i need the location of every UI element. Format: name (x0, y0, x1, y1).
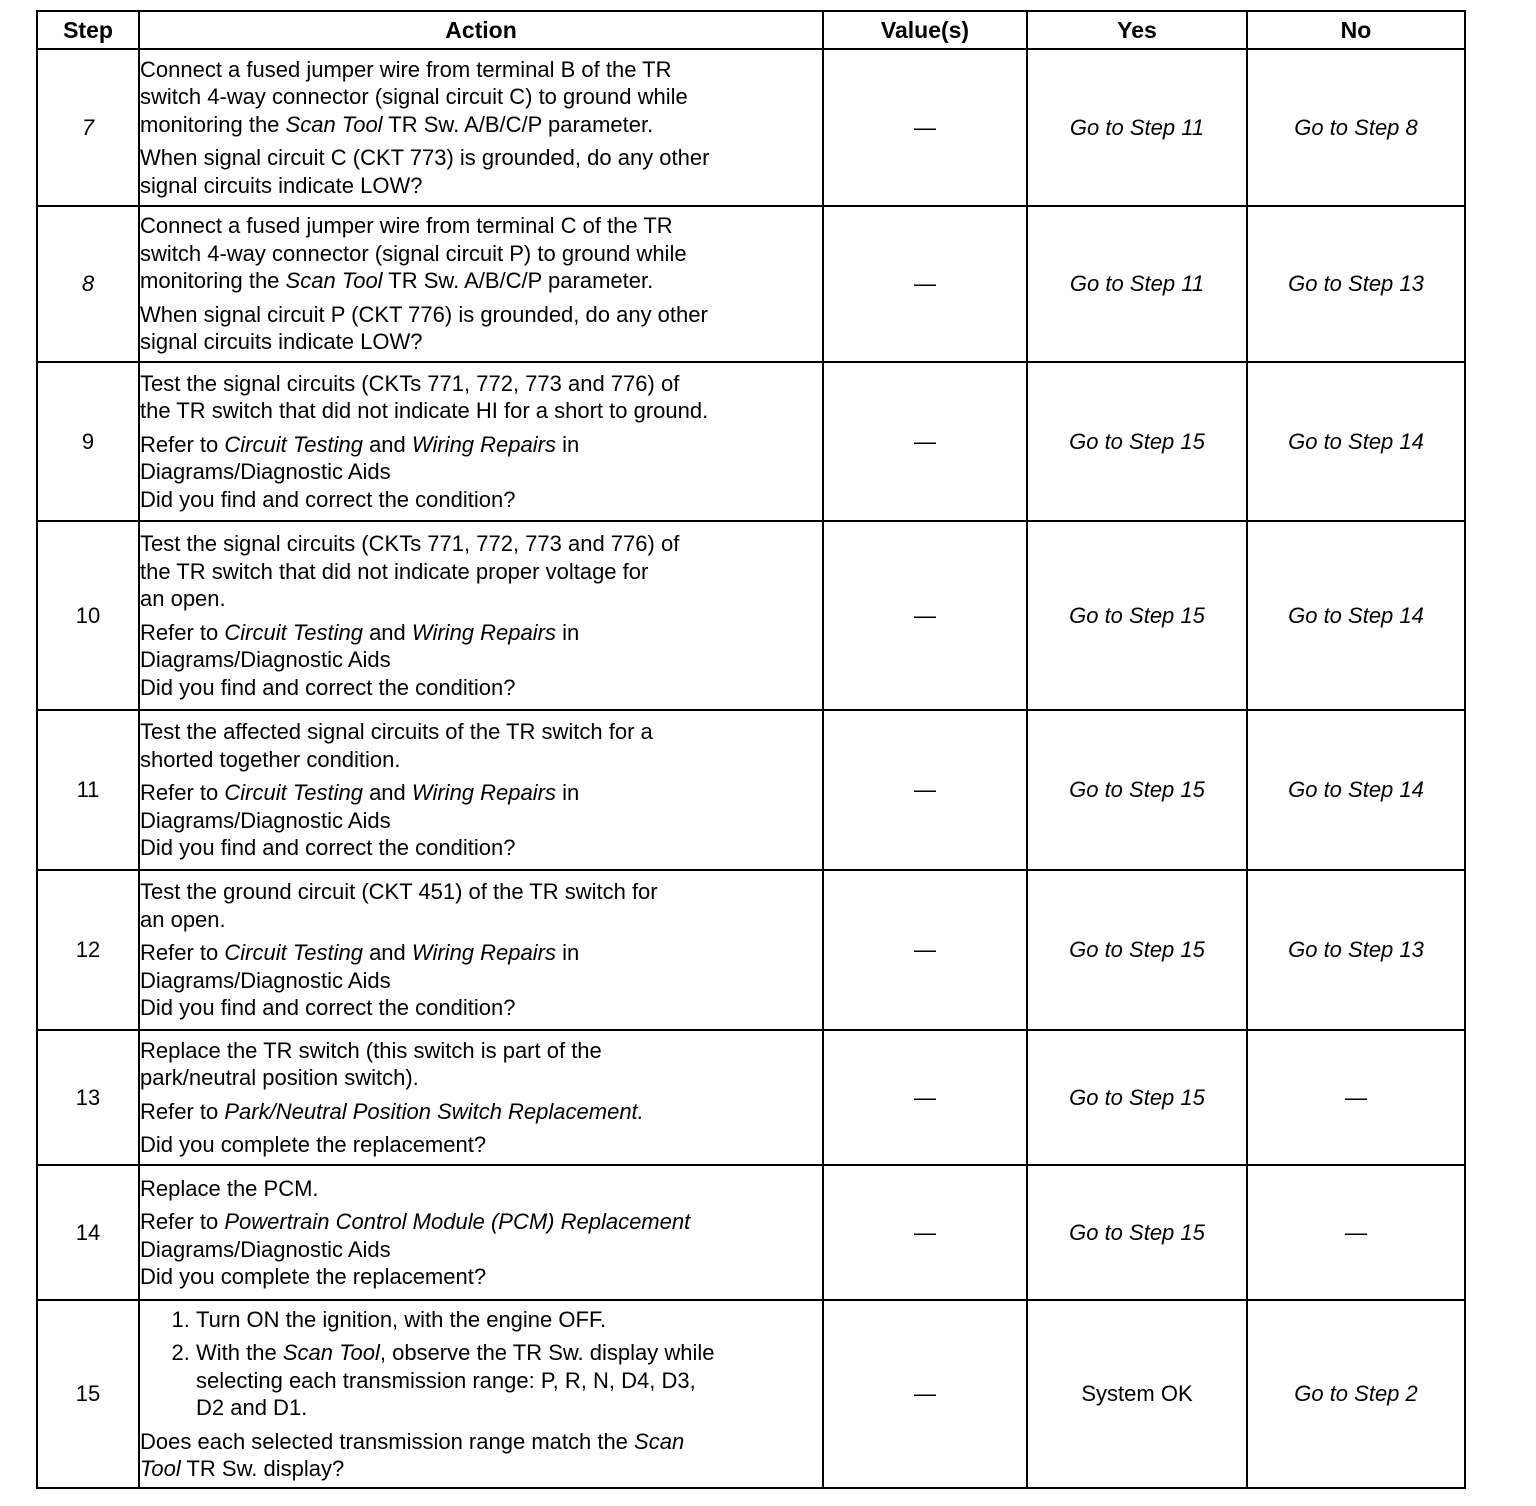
table-row (37, 1300, 1465, 1488)
action-text: monitoring the (140, 111, 286, 137)
action-line: Did you complete the replacement? (140, 1264, 487, 1289)
action-cell (139, 870, 823, 1030)
action-line: Did you find and correct the condition? (140, 995, 516, 1021)
action-emphasis: Wiring Repairs (411, 431, 556, 457)
action-text: in (555, 431, 580, 457)
action-emphasis: Circuit Testing (224, 780, 363, 806)
value-cell: — (823, 362, 1027, 521)
action-line: Test the ground circuit (CKT 451) of the TR switch for (140, 879, 658, 905)
action-cell (139, 362, 823, 521)
action-line: Diagrams/Diagnostic Aids (140, 967, 391, 993)
action-line: the TR switch that did not indicate proper voltage for (140, 558, 649, 584)
action-line: Diagrams/Diagnostic Aids (140, 1236, 391, 1262)
action-line: Did you find and correct the condition? (140, 486, 516, 512)
action-line: Replace the TR switch (this switch is part of the (140, 1037, 602, 1063)
action-emphasis: Wiring Repairs (411, 940, 556, 966)
table-row (37, 870, 1465, 1030)
action-line: Replace the PCM. (140, 1175, 319, 1201)
action-text: , observe the TR Sw. display while (379, 1340, 715, 1365)
action-emphasis: Wiring Repairs (411, 780, 556, 806)
yes-cell: Go to Step 15 (1027, 1165, 1247, 1300)
step-number: 12 (37, 870, 139, 1030)
action-text: in (555, 619, 580, 645)
action-text: and (362, 780, 412, 806)
action-cell (139, 521, 823, 710)
action-cell (139, 49, 823, 206)
action-emphasis: Circuit Testing (224, 940, 363, 966)
action-cell (139, 710, 823, 870)
no-cell: — (1247, 1030, 1465, 1165)
action-emphasis: Powertrain Control Module (PCM) Replacement (224, 1209, 691, 1234)
action-emphasis: Circuit Testing (224, 431, 363, 457)
value-cell: — (823, 710, 1027, 870)
table-row (37, 1165, 1465, 1300)
action-emphasis: Wiring Repairs (411, 619, 556, 645)
no-cell: Go to Step 2 (1247, 1300, 1465, 1488)
action-line: When signal circuit C (CKT 773) is grounded, do any other (140, 145, 710, 171)
no-cell: Go to Step 14 (1247, 710, 1465, 870)
action-line: Did you find and correct the condition? (140, 835, 516, 861)
value-cell: — (823, 1165, 1027, 1300)
header-action: Action (139, 11, 823, 49)
yes-cell: Go to Step 15 (1027, 362, 1247, 521)
header-values: Value(s) (823, 11, 1027, 49)
action-text: and (362, 431, 412, 457)
table-row (37, 362, 1465, 521)
yes-cell: Go to Step 15 (1027, 870, 1247, 1030)
action-text: TR Sw. display? (180, 1456, 345, 1481)
action-line: D2 and D1. (196, 1395, 308, 1420)
value-cell: — (823, 521, 1027, 710)
action-text: Refer to (140, 780, 225, 806)
action-line: signal circuits indicate LOW? (140, 329, 423, 355)
action-line: an open. (140, 906, 226, 932)
action-line: an open. (140, 586, 226, 611)
action-line: Did you find and correct the condition? (140, 674, 516, 700)
action-emphasis: Tool (140, 1456, 181, 1481)
no-cell: Go to Step 13 (1247, 870, 1465, 1030)
action-line: switch 4-way connector (signal circuit C) to ground while (140, 84, 688, 110)
action-line: selecting each transmission range: P, R, N, D4, D3, (196, 1367, 696, 1393)
action-text: and (362, 619, 412, 645)
yes-cell: Go to Step 15 (1027, 710, 1247, 870)
no-cell: Go to Step 13 (1247, 206, 1465, 362)
list-item (196, 1306, 822, 1334)
value-cell: — (823, 870, 1027, 1030)
action-line: shorted together condition. (140, 746, 401, 772)
table-row (37, 1030, 1465, 1165)
yes-cell: Go to Step 11 (1027, 206, 1247, 362)
value-cell: — (823, 1030, 1027, 1165)
action-line: Connect a fused jumper wire from terminal B of the TR (140, 56, 672, 82)
action-text: Turn ON the ignition, with the engine OFF. (196, 1306, 607, 1332)
action-text: Refer to (140, 940, 225, 966)
value-cell: — (823, 49, 1027, 206)
list-item (196, 1339, 822, 1422)
action-text: Refer to (140, 1209, 225, 1234)
step-number: 13 (37, 1030, 139, 1165)
action-line: the TR switch that did not indicate HI for a short to ground. (140, 398, 709, 424)
step-number: 10 (37, 521, 139, 710)
action-line: When signal circuit P (CKT 776) is grounded, do any other (140, 301, 708, 327)
action-text: TR Sw. A/B/C/P parameter. (382, 111, 654, 137)
table-row (37, 49, 1465, 206)
no-cell: Go to Step 8 (1247, 49, 1465, 206)
action-line: signal circuits indicate LOW? (140, 172, 423, 198)
action-line: switch 4-way connector (signal circuit P) to ground while (140, 240, 687, 266)
action-emphasis: Scan Tool (285, 268, 383, 294)
action-text: Refer to (140, 1098, 225, 1124)
action-cell (139, 206, 823, 362)
action-emphasis: Scan Tool (282, 1340, 380, 1365)
yes-cell: Go to Step 15 (1027, 1030, 1247, 1165)
header-step: Step (37, 11, 139, 49)
action-text: in (555, 780, 580, 806)
action-text: in (555, 940, 580, 966)
action-emphasis: Scan Tool (285, 111, 383, 137)
diagnostic-table (36, 10, 1466, 1489)
action-line: Did you complete the replacement? (140, 1132, 487, 1157)
action-text: monitoring the (140, 268, 286, 294)
step-number: 15 (37, 1300, 139, 1488)
action-line: Test the signal circuits (CKTs 771, 772, 773 and 776) of (140, 531, 680, 556)
yes-cell: System OK (1027, 1300, 1247, 1488)
header-no: No (1247, 11, 1465, 49)
action-cell (139, 1300, 823, 1488)
procedure-list (140, 1306, 822, 1422)
yes-cell: Go to Step 15 (1027, 521, 1247, 710)
action-line: Diagrams/Diagnostic Aids (140, 807, 391, 833)
no-cell: Go to Step 14 (1247, 362, 1465, 521)
action-emphasis: Park/Neutral Position Switch Replacement. (224, 1098, 644, 1124)
action-text: Does each selected transmission range match the (140, 1428, 635, 1454)
step-number: 7 (37, 49, 139, 206)
table-row (37, 206, 1465, 362)
action-text: With the (196, 1340, 283, 1365)
action-line: park/neutral position switch). (140, 1065, 419, 1090)
action-cell (139, 1030, 823, 1165)
action-emphasis: Circuit Testing (224, 619, 363, 645)
action-line: Test the affected signal circuits of the TR switch for a (140, 719, 653, 745)
no-cell: — (1247, 1165, 1465, 1300)
action-line: Test the signal circuits (CKTs 771, 772, 773 and 776) of (140, 370, 680, 396)
yes-cell: Go to Step 11 (1027, 49, 1247, 206)
action-line: Connect a fused jumper wire from terminal C of the TR (140, 213, 673, 239)
header-row (37, 11, 1465, 49)
header-yes: Yes (1027, 11, 1247, 49)
no-cell: Go to Step 14 (1247, 521, 1465, 710)
action-emphasis: Scan (634, 1428, 685, 1454)
step-number: 9 (37, 362, 139, 521)
action-text: Refer to (140, 619, 225, 645)
step-number: 11 (37, 710, 139, 870)
action-cell (139, 1165, 823, 1300)
action-text: Refer to (140, 431, 225, 457)
table-row (37, 710, 1465, 870)
step-number: 8 (37, 206, 139, 362)
table-row (37, 521, 1465, 710)
value-cell: — (823, 206, 1027, 362)
action-line: Diagrams/Diagnostic Aids (140, 647, 391, 672)
action-text: and (362, 940, 412, 966)
step-number: 14 (37, 1165, 139, 1300)
action-text: TR Sw. A/B/C/P parameter. (382, 268, 654, 294)
value-cell: — (823, 1300, 1027, 1488)
action-line: Diagrams/Diagnostic Aids (140, 459, 391, 485)
